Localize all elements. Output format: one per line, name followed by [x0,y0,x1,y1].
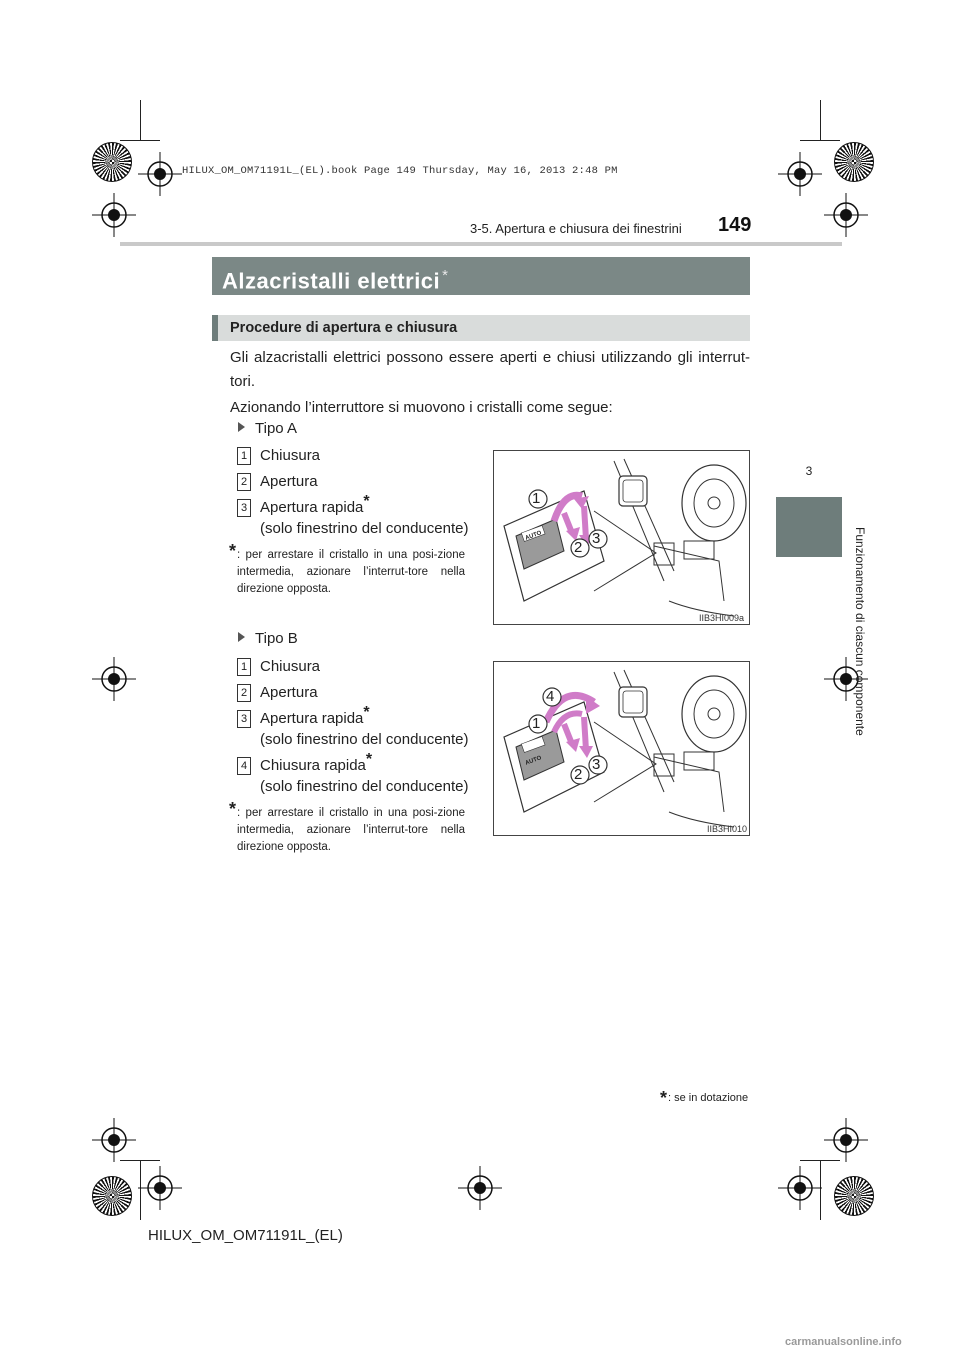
list-item [260,493,370,516]
list-item: Apertura [260,473,318,490]
figure-number: 1 [532,490,541,507]
registration-mark-icon [92,657,136,701]
availability-note [660,1088,748,1109]
page-number: 149 [718,214,752,236]
list-item: Chiusura [260,447,321,464]
availability-asterisk: * [660,1088,668,1108]
figure-number: 1 [532,715,541,732]
header-rule [120,242,842,246]
window-switch-illustration-b [494,662,750,836]
registration-mark-icon [778,152,822,196]
intro-paragraph: Azionando l’interruttore si muovono i cristalli come segue: [230,399,613,416]
chapter-tab [776,497,842,557]
color-wheel-icon [92,1176,132,1216]
crop-mark [140,100,141,140]
list-item: Apertura [260,684,318,701]
list-item-text: Chiusura rapida [260,757,366,774]
type-a-label [238,420,297,437]
footnote-text: : per arrestare il cristallo in una posi-zione intermedia, azionare l’interrut-tore nella direzione opposta. [237,549,465,595]
figure-number: 3 [592,530,601,547]
figure-type-b [493,661,750,836]
footnote-text: : per arrestare il cristallo in una posi-zione intermedia, azionare l’interrut-tore nella direzione opposta. [237,807,465,853]
switch-label: AUTO [524,755,543,767]
type-b-label [238,630,298,647]
footnote-asterisk: * [229,541,237,561]
type-a-label-text: Tipo A [255,420,297,437]
chapter-number: 3 [805,464,813,478]
item-number: 1 [237,447,251,465]
crop-mark [120,140,160,141]
registration-mark-icon [824,193,868,237]
color-wheel-icon [92,142,132,182]
page-title [212,257,750,295]
figure-number: 3 [592,756,601,773]
item-number: 2 [237,684,251,702]
figure-number: 4 [546,688,555,705]
watermark: carmanualsonline.info [785,1336,902,1348]
registration-mark-icon [778,1166,822,1210]
color-wheel-icon [834,142,874,182]
color-wheel-icon [834,1176,874,1216]
intro-paragraph: Gli alzacristalli elettrici possono essere aperti e chiusi utilizzando gli interrut-tori. [230,349,750,390]
list-item [260,704,370,727]
title-asterisk: * [442,267,449,284]
registration-mark-icon [138,152,182,196]
availability-text: : se in dotazione [668,1092,749,1104]
registration-mark-icon [92,193,136,237]
triangle-bullet-icon [238,422,245,432]
list-item-note: (solo finestrino del conducente) [260,778,469,795]
list-item-text: Apertura rapida [260,499,364,516]
triangle-bullet-icon [238,632,245,642]
crop-mark [820,100,821,140]
figure-type-a [493,450,750,625]
item-number: 3 [237,499,251,517]
list-item: Chiusura [260,658,321,675]
figure-code: IIB3HI009a [699,613,745,623]
switch-label: AUTO [524,530,543,542]
chapter-label: Funzionamento di ciascun componente [853,527,867,736]
item-number: 2 [237,473,251,491]
item-number: 1 [237,658,251,676]
registration-mark-icon [92,1118,136,1162]
item-number: 4 [237,757,251,775]
registration-mark-icon [458,1166,502,1210]
list-item [260,751,373,774]
footnote-asterisk: * [229,799,237,819]
figure-number: 2 [574,539,583,556]
item-number: 3 [237,710,251,728]
registration-mark-icon [138,1166,182,1210]
crop-mark [800,140,840,141]
figure-number: 2 [574,766,583,783]
footnote [229,541,465,598]
list-item-note: (solo finestrino del conducente) [260,731,469,748]
item-asterisk: * [363,493,370,510]
section-title: 3-5. Apertura e chiusura dei finestrini [470,221,682,236]
footer-code: HILUX_OM_OM71191L_(EL) [148,1227,343,1244]
list-item-note: (solo finestrino del conducente) [260,520,469,537]
subsection-heading: Procedure di apertura e chiusura [212,315,750,341]
type-b-label-text: Tipo B [255,630,298,647]
figure-code: IIB3HI010 [707,824,748,834]
page-title-text: Alzacristalli elettrici [222,268,441,294]
registration-mark-icon [824,1118,868,1162]
item-asterisk: * [365,751,373,768]
footnote [229,799,465,856]
print-stamp: HILUX_OM_OM71191L_(EL).book Page 149 Thursday, May 16, 2013 2:48 PM [182,165,618,177]
list-item-text: Apertura rapida [260,710,364,727]
item-asterisk: * [363,704,370,721]
